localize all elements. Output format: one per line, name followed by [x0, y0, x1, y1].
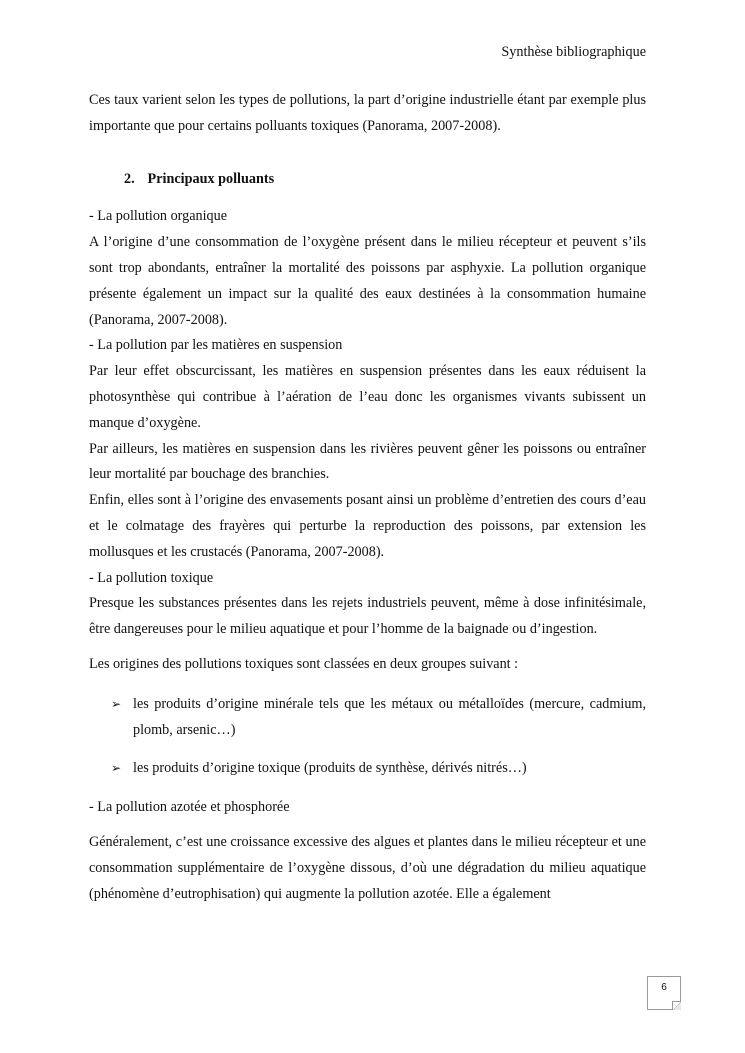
toxic-groups-intro: Les origines des pollutions toxiques sont classées en deux groupes suivant :	[89, 655, 519, 672]
list-item	[89, 692, 646, 744]
intro-paragraph: Ces taux varient selon les types de pollutions, la part d’origine industrielle étant par exemple plus importante que pour certains polluants toxiques (Panorama, 2007-2008).	[89, 92, 646, 134]
suspension-heading: - La pollution par les matières en suspension	[89, 337, 343, 354]
list-item	[89, 756, 646, 782]
arrow-bullet-icon: ➢	[111, 696, 122, 711]
toxic-paragraph: Presque les substances présentes dans les rejets industriels peuvent, même à dose infinitésimale, être dangereuses pour le milieu aquatique et pour l’homme de la baignade ou d’ingestion.	[89, 595, 646, 638]
nitrogen-heading: - La pollution azotée et phosphorée	[89, 799, 290, 816]
section-heading	[89, 167, 646, 193]
section-title: Principaux polluants	[147, 170, 275, 187]
organic-heading: - La pollution organique	[89, 208, 228, 225]
arrow-bullet-icon: ➢	[111, 761, 122, 776]
organic-paragraph: A l’origine d’une consommation de l’oxygène présent dans le milieu récepteur et peuvent s’ils sont trop abondants, entraîner la mortalité des poissons par asphyxie. La pollution organique présente également un impact sur la qualité des eaux destinées à la consommation humaine (Panorama, 2007-2008).	[89, 234, 646, 328]
running-header: Synthèse bibliographique	[501, 44, 646, 60]
page-number-box	[647, 976, 681, 1010]
list-item-text: les produits d’origine minérale tels que les métaux ou métalloïdes (mercure, cadmium, plomb, arsenic…)	[133, 695, 646, 738]
toxic-heading: - La pollution toxique	[89, 569, 214, 586]
suspension-paragraph-1: Par leur effet obscurcissant, les matières en suspension présentes dans les eaux réduisent la photosynthèse qui contribue à l’aération de l’eau donc les organismes vivants subissent un manque d’oxygène.	[89, 363, 646, 431]
suspension-paragraph-2: Par ailleurs, les matières en suspension dans les rivières peuvent gêner les poissons ou entraîner leur mortalité par bouchage des branchies.	[89, 440, 646, 483]
toxic-groups-list	[89, 692, 646, 782]
page-corner-fold-icon	[672, 1001, 681, 1010]
page-number: 6	[661, 982, 667, 993]
section-number: 2.	[124, 170, 135, 187]
page-content	[89, 88, 646, 907]
suspension-paragraph-3: Enfin, elles sont à l’origine des envasements posant ainsi un problème d’entretien des cours d’eau et le colmatage des frayères qui perturbe la reproduction des poissons, par extension les mollusques et les crustacés (Panorama, 2007-2008).	[89, 492, 646, 560]
nitrogen-paragraph: Généralement, c’est une croissance excessive des algues et plantes dans le milieu récepteur et une consommation supplémentaire de l’oxygène dissous, d’où une dégradation du milieu aquatique (phénomène d’eutrophisation) qui augmente la pollution azotée. Elle a également	[89, 833, 646, 902]
list-item-text: les produits d’origine toxique (produits de synthèse, dérivés nitrés…)	[133, 760, 527, 777]
